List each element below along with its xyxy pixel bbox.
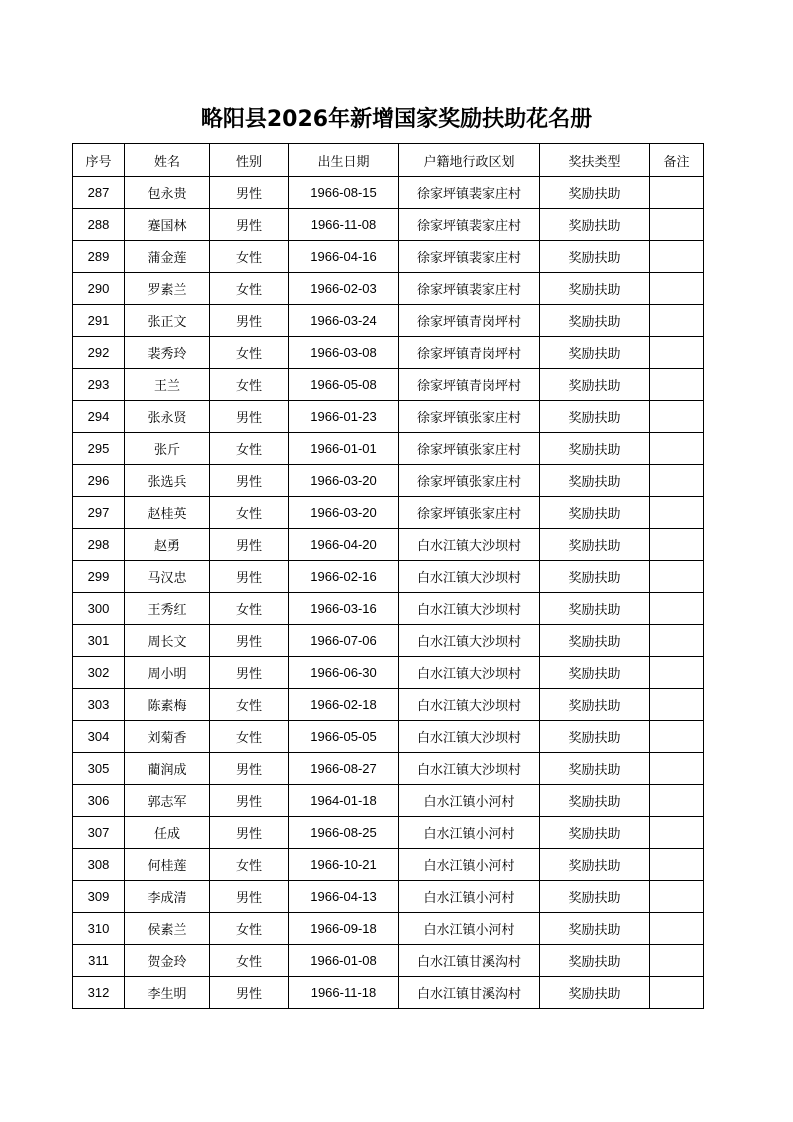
cell-region: 徐家坪镇裴家庄村 (399, 273, 540, 305)
cell-region: 白水江镇大沙坝村 (399, 753, 540, 785)
table-row (73, 465, 704, 497)
cell-region: 徐家坪镇裴家庄村 (399, 241, 540, 273)
cell-gender: 男性 (210, 177, 289, 209)
cell-gender: 女性 (210, 593, 289, 625)
cell-gender: 男性 (210, 401, 289, 433)
cell-gender: 女性 (210, 241, 289, 273)
cell-region: 徐家坪镇张家庄村 (399, 497, 540, 529)
page-title: 略阳县2026年新增国家奖励扶助花名册 (200, 107, 593, 132)
cell-birth-date: 1964-01-18 (289, 785, 399, 817)
cell-name: 赵桂英 (125, 497, 210, 529)
cell-award-type: 奖励扶助 (540, 689, 650, 721)
cell-no: 307 (73, 817, 125, 849)
cell-award-type: 奖励扶助 (540, 273, 650, 305)
cell-birth-date: 1966-01-01 (289, 433, 399, 465)
cell-gender: 男性 (210, 817, 289, 849)
header-birth-date: 出生日期 (289, 144, 399, 177)
table-row (73, 721, 704, 753)
cell-no: 296 (73, 465, 125, 497)
cell-birth-date: 1966-03-08 (289, 337, 399, 369)
cell-region: 白水江镇大沙坝村 (399, 721, 540, 753)
cell-region: 白水江镇大沙坝村 (399, 593, 540, 625)
cell-no: 291 (73, 305, 125, 337)
cell-name: 何桂莲 (125, 849, 210, 881)
cell-award-type: 奖励扶助 (540, 529, 650, 561)
table-row (73, 177, 704, 209)
cell-no: 292 (73, 337, 125, 369)
cell-region: 徐家坪镇青岗坪村 (399, 369, 540, 401)
cell-gender: 女性 (210, 337, 289, 369)
cell-no: 297 (73, 497, 125, 529)
cell-note (650, 785, 704, 817)
cell-no: 312 (73, 977, 125, 1009)
table-row (73, 817, 704, 849)
roster-body (73, 177, 704, 1009)
cell-birth-date: 1966-02-16 (289, 561, 399, 593)
cell-award-type: 奖励扶助 (540, 241, 650, 273)
cell-region: 徐家坪镇青岗坪村 (399, 337, 540, 369)
cell-region: 白水江镇甘溪沟村 (399, 945, 540, 977)
cell-note (650, 337, 704, 369)
cell-gender: 男性 (210, 881, 289, 913)
cell-note (650, 817, 704, 849)
cell-award-type: 奖励扶助 (540, 497, 650, 529)
cell-note (650, 401, 704, 433)
cell-region: 白水江镇小河村 (399, 785, 540, 817)
cell-birth-date: 1966-08-25 (289, 817, 399, 849)
cell-no: 289 (73, 241, 125, 273)
cell-award-type: 奖励扶助 (540, 945, 650, 977)
cell-name: 王兰 (125, 369, 210, 401)
cell-award-type: 奖励扶助 (540, 849, 650, 881)
cell-name: 赵勇 (125, 529, 210, 561)
cell-gender: 女性 (210, 273, 289, 305)
cell-region: 白水江镇大沙坝村 (399, 689, 540, 721)
table-row (73, 529, 704, 561)
cell-note (650, 657, 704, 689)
cell-gender: 女性 (210, 369, 289, 401)
cell-note (650, 721, 704, 753)
cell-award-type: 奖励扶助 (540, 305, 650, 337)
cell-award-type: 奖励扶助 (540, 977, 650, 1009)
cell-award-type: 奖励扶助 (540, 753, 650, 785)
cell-name: 张正文 (125, 305, 210, 337)
cell-name: 张选兵 (125, 465, 210, 497)
cell-region: 白水江镇小河村 (399, 913, 540, 945)
table-row (73, 689, 704, 721)
cell-no: 305 (73, 753, 125, 785)
cell-no: 299 (73, 561, 125, 593)
cell-name: 李成清 (125, 881, 210, 913)
cell-note (650, 689, 704, 721)
table-row (73, 337, 704, 369)
table-row (73, 785, 704, 817)
cell-note (650, 977, 704, 1009)
cell-no: 301 (73, 625, 125, 657)
cell-name: 裴秀玲 (125, 337, 210, 369)
cell-award-type: 奖励扶助 (540, 177, 650, 209)
header-name: 姓名 (125, 144, 210, 177)
table-row (73, 657, 704, 689)
cell-note (650, 913, 704, 945)
cell-region: 白水江镇大沙坝村 (399, 625, 540, 657)
cell-region: 徐家坪镇张家庄村 (399, 433, 540, 465)
cell-name: 郭志军 (125, 785, 210, 817)
cell-name: 王秀红 (125, 593, 210, 625)
cell-gender: 男性 (210, 209, 289, 241)
table-row (73, 305, 704, 337)
cell-note (650, 849, 704, 881)
cell-no: 290 (73, 273, 125, 305)
cell-award-type: 奖励扶助 (540, 561, 650, 593)
table-row (73, 753, 704, 785)
cell-award-type: 奖励扶助 (540, 881, 650, 913)
cell-name: 李生明 (125, 977, 210, 1009)
cell-birth-date: 1966-03-20 (289, 497, 399, 529)
cell-name: 马汉忠 (125, 561, 210, 593)
cell-birth-date: 1966-03-16 (289, 593, 399, 625)
cell-no: 295 (73, 433, 125, 465)
cell-birth-date: 1966-09-18 (289, 913, 399, 945)
cell-note (650, 433, 704, 465)
table-row (73, 433, 704, 465)
cell-award-type: 奖励扶助 (540, 785, 650, 817)
cell-award-type: 奖励扶助 (540, 433, 650, 465)
cell-region: 徐家坪镇青岗坪村 (399, 305, 540, 337)
cell-region: 白水江镇小河村 (399, 881, 540, 913)
cell-birth-date: 1966-07-06 (289, 625, 399, 657)
cell-gender: 男性 (210, 753, 289, 785)
cell-gender: 女性 (210, 945, 289, 977)
header-note: 备注 (650, 144, 704, 177)
cell-award-type: 奖励扶助 (540, 465, 650, 497)
table-row (73, 977, 704, 1009)
table-row (73, 561, 704, 593)
cell-name: 蹇国林 (125, 209, 210, 241)
cell-note (650, 241, 704, 273)
cell-birth-date: 1966-04-13 (289, 881, 399, 913)
cell-award-type: 奖励扶助 (540, 369, 650, 401)
cell-note (650, 625, 704, 657)
cell-region: 白水江镇甘溪沟村 (399, 977, 540, 1009)
cell-note (650, 273, 704, 305)
cell-birth-date: 1966-01-23 (289, 401, 399, 433)
cell-award-type: 奖励扶助 (540, 721, 650, 753)
cell-no: 300 (73, 593, 125, 625)
cell-no: 311 (73, 945, 125, 977)
cell-gender: 男性 (210, 977, 289, 1009)
cell-gender: 男性 (210, 305, 289, 337)
table-row (73, 881, 704, 913)
cell-birth-date: 1966-01-08 (289, 945, 399, 977)
cell-region: 白水江镇大沙坝村 (399, 657, 540, 689)
table-row (73, 369, 704, 401)
cell-birth-date: 1966-11-08 (289, 209, 399, 241)
cell-award-type: 奖励扶助 (540, 401, 650, 433)
cell-region: 白水江镇小河村 (399, 849, 540, 881)
cell-name: 贺金玲 (125, 945, 210, 977)
header-gender: 性别 (210, 144, 289, 177)
cell-note (650, 753, 704, 785)
roster-table (72, 143, 704, 1009)
cell-gender: 男性 (210, 657, 289, 689)
cell-no: 309 (73, 881, 125, 913)
table-row (73, 945, 704, 977)
cell-no: 294 (73, 401, 125, 433)
table-row (73, 273, 704, 305)
cell-birth-date: 1966-05-05 (289, 721, 399, 753)
cell-birth-date: 1966-02-18 (289, 689, 399, 721)
cell-name: 陈素梅 (125, 689, 210, 721)
cell-birth-date: 1966-08-27 (289, 753, 399, 785)
table-row (73, 913, 704, 945)
cell-note (650, 593, 704, 625)
cell-note (650, 561, 704, 593)
cell-birth-date: 1966-04-16 (289, 241, 399, 273)
cell-gender: 男性 (210, 785, 289, 817)
cell-gender: 男性 (210, 465, 289, 497)
cell-region: 徐家坪镇张家庄村 (399, 401, 540, 433)
cell-gender: 女性 (210, 913, 289, 945)
cell-gender: 女性 (210, 497, 289, 529)
cell-no: 293 (73, 369, 125, 401)
cell-name: 包永贵 (125, 177, 210, 209)
cell-name: 张斤 (125, 433, 210, 465)
cell-gender: 男性 (210, 561, 289, 593)
cell-gender: 女性 (210, 689, 289, 721)
cell-note (650, 465, 704, 497)
cell-no: 310 (73, 913, 125, 945)
cell-region: 白水江镇大沙坝村 (399, 529, 540, 561)
cell-birth-date: 1966-05-08 (289, 369, 399, 401)
cell-region: 徐家坪镇裴家庄村 (399, 209, 540, 241)
cell-region: 徐家坪镇裴家庄村 (399, 177, 540, 209)
header-award-type: 奖扶类型 (540, 144, 650, 177)
cell-region: 白水江镇大沙坝村 (399, 561, 540, 593)
cell-name: 周小明 (125, 657, 210, 689)
cell-name: 周长文 (125, 625, 210, 657)
cell-name: 任成 (125, 817, 210, 849)
cell-note (650, 177, 704, 209)
cell-birth-date: 1966-11-18 (289, 977, 399, 1009)
table-row (73, 209, 704, 241)
cell-no: 288 (73, 209, 125, 241)
cell-no: 303 (73, 689, 125, 721)
cell-note (650, 209, 704, 241)
cell-no: 304 (73, 721, 125, 753)
cell-region: 白水江镇小河村 (399, 817, 540, 849)
cell-note (650, 945, 704, 977)
table-row (73, 241, 704, 273)
cell-no: 302 (73, 657, 125, 689)
cell-name: 蒲金莲 (125, 241, 210, 273)
cell-gender: 男性 (210, 625, 289, 657)
cell-no: 308 (73, 849, 125, 881)
cell-name: 罗素兰 (125, 273, 210, 305)
cell-award-type: 奖励扶助 (540, 913, 650, 945)
header-no: 序号 (73, 144, 125, 177)
cell-birth-date: 1966-10-21 (289, 849, 399, 881)
cell-name: 张永贤 (125, 401, 210, 433)
header-region: 户籍地行政区划 (399, 144, 540, 177)
cell-region: 徐家坪镇张家庄村 (399, 465, 540, 497)
cell-note (650, 305, 704, 337)
cell-no: 287 (73, 177, 125, 209)
cell-gender: 女性 (210, 721, 289, 753)
table-row (73, 593, 704, 625)
cell-no: 306 (73, 785, 125, 817)
table-row (73, 849, 704, 881)
header-row (73, 144, 704, 177)
cell-no: 298 (73, 529, 125, 561)
table-row (73, 401, 704, 433)
cell-birth-date: 1966-02-03 (289, 273, 399, 305)
cell-note (650, 881, 704, 913)
table-row (73, 625, 704, 657)
cell-birth-date: 1966-04-20 (289, 529, 399, 561)
cell-birth-date: 1966-08-15 (289, 177, 399, 209)
cell-gender: 女性 (210, 849, 289, 881)
cell-birth-date: 1966-03-20 (289, 465, 399, 497)
cell-award-type: 奖励扶助 (540, 817, 650, 849)
cell-name: 藺润成 (125, 753, 210, 785)
table-row (73, 497, 704, 529)
cell-award-type: 奖励扶助 (540, 625, 650, 657)
cell-note (650, 529, 704, 561)
cell-gender: 男性 (210, 529, 289, 561)
cell-award-type: 奖励扶助 (540, 209, 650, 241)
cell-award-type: 奖励扶助 (540, 593, 650, 625)
cell-award-type: 奖励扶助 (540, 657, 650, 689)
cell-award-type: 奖励扶助 (540, 337, 650, 369)
cell-name: 侯素兰 (125, 913, 210, 945)
cell-note (650, 497, 704, 529)
cell-gender: 女性 (210, 433, 289, 465)
cell-note (650, 369, 704, 401)
cell-birth-date: 1966-06-30 (289, 657, 399, 689)
cell-name: 刘菊香 (125, 721, 210, 753)
cell-birth-date: 1966-03-24 (289, 305, 399, 337)
